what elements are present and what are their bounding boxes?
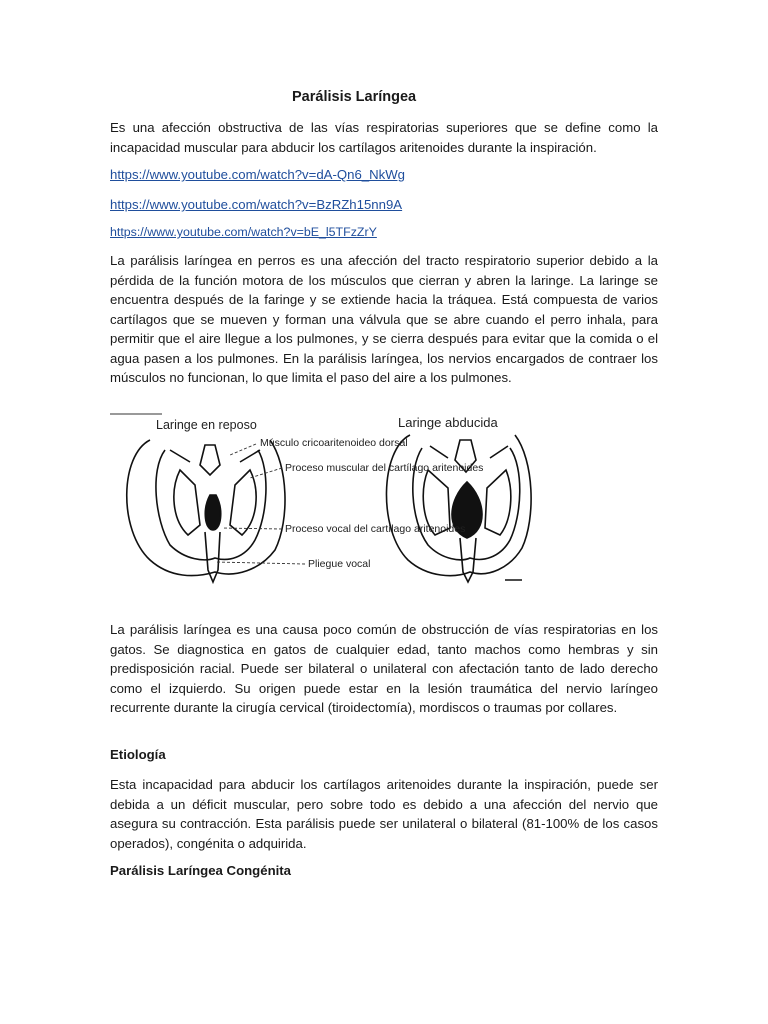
larynx-figure [110, 410, 540, 585]
larynx-abducted-drawing [386, 435, 531, 582]
dogs-paragraph: La parálisis laríngea en perros es una afección del tracto respiratorio superior debido a la pérdida de la función motora de los músculos que cierran y abren la laringe. La laringe se encuentra después de la faringe y se extiende hacia la tráquea. Está compuesta de varios cartílagos que se mueven y forman una válvula que se abre cuando el perro inhala, para permitir que el aire llegue a los pulmones, y se cierra después para evitar que la comida o el agua pasen a los pulmones. En la parálisis laríngea, los nervios encargados de contraer los músculos no funcionan, lo que limita el paso del aire a los pulmones. [110, 253, 658, 385]
callout-muscular-process: Proceso muscular del cartílago aritenoides [285, 462, 484, 474]
callout-vocal-process: Proceso vocal del cartílago aritenoides [285, 523, 466, 535]
callout-vocal-fold: Pliegue vocal [308, 558, 371, 570]
youtube-link-2[interactable]: https://www.youtube.com/watch?v=BzRZh15nn9A [110, 197, 403, 212]
page-title: Parálisis Laríngea [292, 89, 417, 105]
congenital-heading: Parálisis Laríngea Congénita [110, 863, 292, 878]
etiology-heading: Etiología [110, 747, 166, 762]
youtube-link-3[interactable]: https://www.youtube.com/watch?v=bE_l5TFzZrY [110, 225, 377, 239]
label-right: Laringe abducida [398, 415, 498, 430]
figure-callouts [260, 437, 483, 570]
intro-paragraph: Es una afección obstructiva de las vías respiratorias superiores que se define como la incapacidad muscular para abducir los cartílagos aritenoides durante la inspiración. [110, 120, 658, 155]
label-left: Laringe en reposo [156, 418, 257, 432]
cats-paragraph: La parálisis laríngea es una causa poco común de obstrucción de vías respiratorias en los gatos. Se diagnostica en gatos de cualquier edad, tanto machos como hembras y sin predisposición racial. Puede ser bilateral o unilateral con afectación tanto de lado derecho como el izquierdo. Su origen puede estar en la lesión traumática del nervio laríngeo recurrente durante la cirugía cervical (tiroidectomía), mordiscos o traumas por collares. [110, 622, 658, 715]
larynx-resting-drawing [127, 440, 285, 582]
youtube-link-1[interactable]: https://www.youtube.com/watch?v=dA-Qn6_NkWg [110, 167, 406, 182]
etiology-paragraph: Esta incapacidad para abducir los cartílagos aritenoides durante la inspiración, puede ser debida a un déficit muscular, pero sobre todo es debido a una afección del nervio que asegura su contracción. Esta parálisis puede ser unilateral o bilateral (81-100% de los casos operados), congénita o adquirida. [110, 777, 658, 851]
callout-muscle: Músculo cricoaritenoideo dorsal [260, 437, 408, 449]
